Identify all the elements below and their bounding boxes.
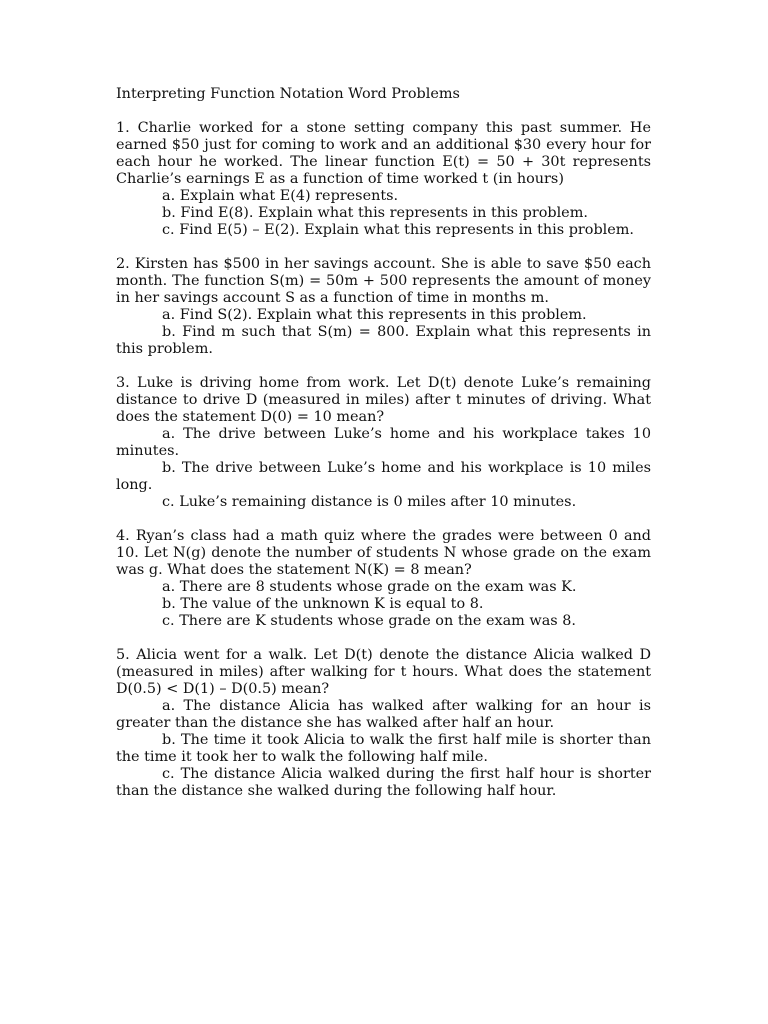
worksheet-title: Interpreting Function Notation Word Problems xyxy=(116,86,460,102)
answer-choice: a. The distance Alicia has walked after walking for an hour is greater than the distance she has walked after half an hour. xyxy=(116,698,651,731)
answer-choice: c. The distance Alicia walked during the first half hour is shorter than the distance she walked during the following half hour. xyxy=(116,766,651,799)
answer-choice: b. The value of the unknown K is equal to 8. xyxy=(162,596,484,612)
problem-part: c. Find E(5) – E(2). Explain what this represents in this problem. xyxy=(162,222,634,238)
problem-part: b. Find E(8). Explain what this represents in this problem. xyxy=(162,205,588,221)
problem-1 xyxy=(116,120,651,239)
problem-part: a. Explain what E(4) represents. xyxy=(162,188,399,204)
problem-3 xyxy=(116,375,651,511)
answer-choice: a. There are 8 students whose grade on the exam was K. xyxy=(162,579,577,595)
problem-part: a. Find S(2). Explain what this represents in this problem. xyxy=(162,307,587,323)
answer-choice: c. Luke’s remaining distance is 0 miles after 10 minutes. xyxy=(162,494,577,510)
problem-stem: 1. Charlie worked for a stone setting company this past summer. He earned $50 just for coming to work and an additional $30 every hour for each hour he worked. The linear function E(t) = 50 + 30t represents Charlie’s earnings E as a function of time worked t (in hours) xyxy=(116,120,651,187)
answer-choice: b. The drive between Luke’s home and his workplace is 10 miles long. xyxy=(116,460,651,493)
problem-2 xyxy=(116,256,651,358)
answer-choice: c. There are K students whose grade on the exam was 8. xyxy=(162,613,576,629)
answer-choice: a. The drive between Luke’s home and his workplace takes 10 minutes. xyxy=(116,426,651,459)
problem-5 xyxy=(116,647,651,800)
answer-choice: b. The time it took Alicia to walk the first half mile is shorter than the time it took her to walk the following half mile. xyxy=(116,732,651,765)
problem-stem: 3. Luke is driving home from work. Let D(t) denote Luke’s remaining distance to drive D (measured in miles) after t minutes of driving. What does the statement D(0) = 10 mean? xyxy=(116,375,651,425)
problem-4 xyxy=(116,528,651,630)
problem-stem: 4. Ryan’s class had a math quiz where the grades were between 0 and 10. Let N(g) denote the number of students N whose grade on the exam was g. What does the statement N(K) = 8 mean? xyxy=(116,528,651,578)
problem-stem: 2. Kirsten has $500 in her savings account. She is able to save $50 each month. The function S(m) = 50m + 500 represents the amount of money in her savings account S as a function of time in months m. xyxy=(116,256,651,306)
problem-stem: 5. Alicia went for a walk. Let D(t) denote the distance Alicia walked D (measured in miles) after walking for t hours. What does the statement D(0.5) < D(1) – D(0.5) mean? xyxy=(116,647,651,697)
problem-part: b. Find m such that S(m) = 800. Explain what this represents in this problem. xyxy=(116,324,651,357)
worksheet-page xyxy=(116,86,651,817)
